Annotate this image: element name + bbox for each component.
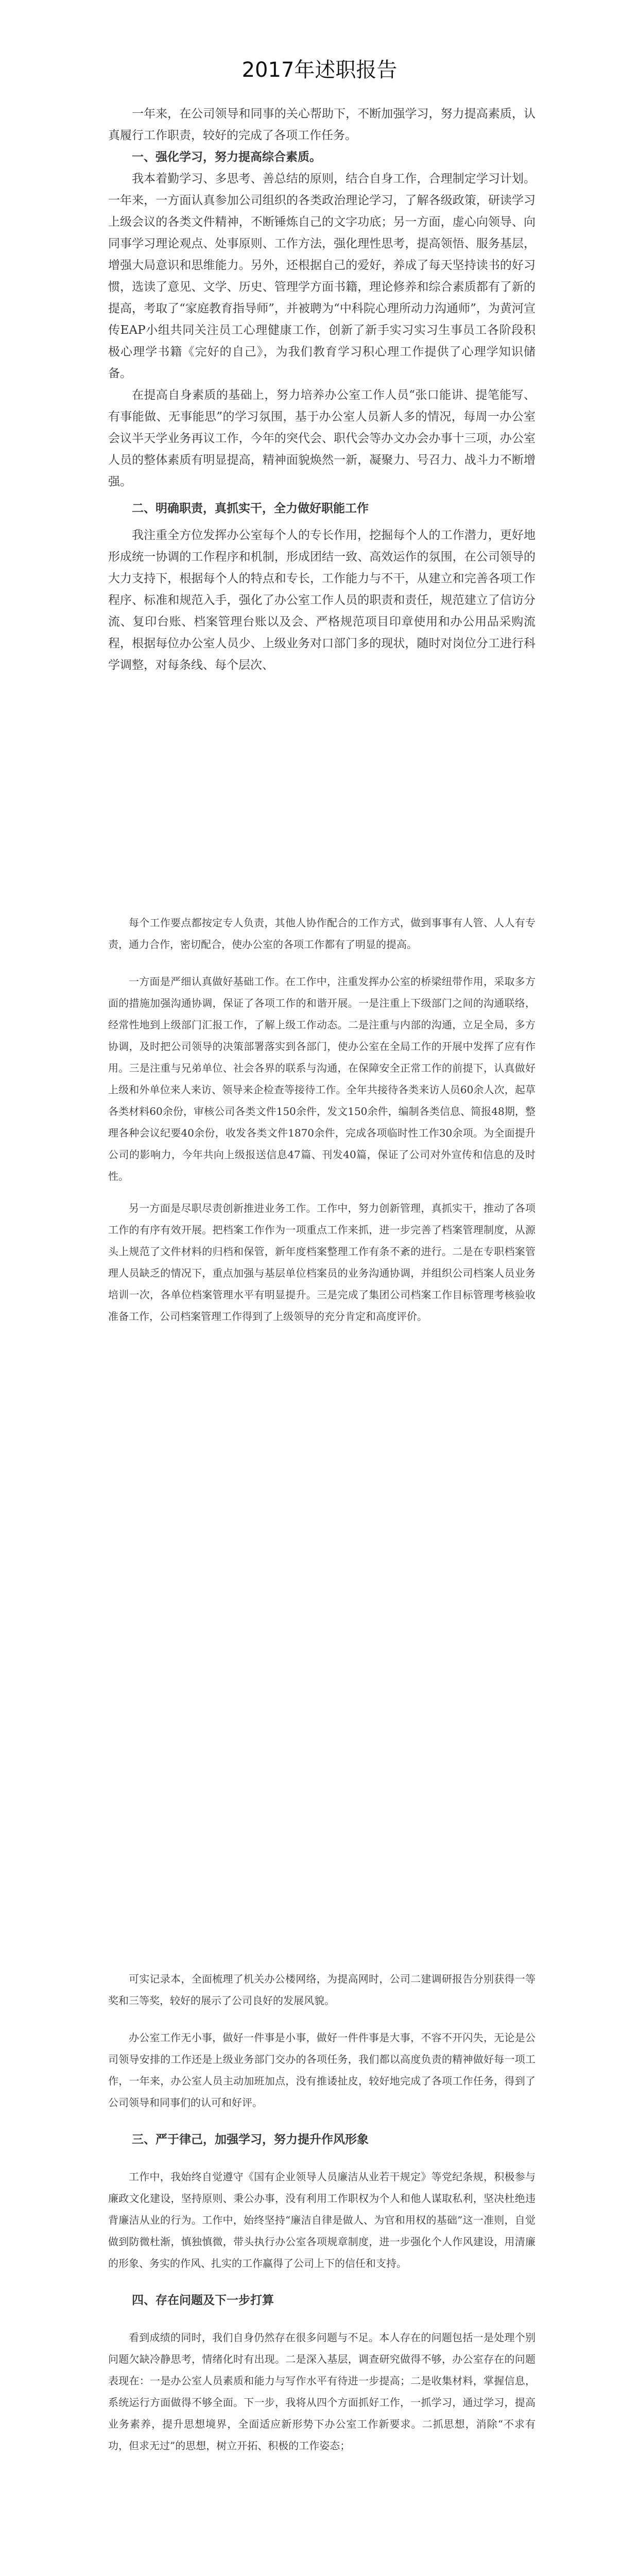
section-1-paragraph-1: 我本着勤学习、多思考、善总结的原则，结合自身工作，合理制定学习计划。一年来，一方面认真参加公司组织的各类政治理论学习，了解各级政策，研读学习上级会议的各类文件精神，不断锤炼自己的文字功底；另一方面，虚心向领导、向同事学习理论观点、处事原则、工作方法，强化理性思考，提高领悟、服务基层，增强大局意识和思维能力。另外，还根据自己的爱好，养成了每天坚持读书的好习惯，选读了意见、文学、历史、管理学方面书籍，理论修养和综合素质都有了新的提高，考取了“家庭教育指导师”，并被聘为“中科院心理所动力沟通师”，为黄河宣传EAP小组共同关注员工心理健康工作，创新了新手实习实习生事员工各阶段积极心理学书籍《完好的自己》，为我们教育学习积心理工作提供了心理学知识储备。 — [108, 172, 536, 380]
page-1-upper — [108, 103, 536, 676]
intro-paragraph: 一年来，在公司领导和同事的关心帮助下，不断加强学习，努力提高素质，认真履行工作职责，较好的完成了各项工作任务。 — [108, 107, 536, 142]
section-1-paragraph-2: 在提高自身素质的基础上，努力培养办公室工作人员“张口能讲、提笔能写、有事能做、无事能思”的学习氛围，基于办公室人员新人多的情况，每周一办公室会议半天学业务再议工作，今年的突代会、职代会等办文办会办事十三项，办公室人员的整体素质有明显提高，精神面貌焕然一新，凝聚力、号召力、战斗力不断增强。 — [108, 388, 536, 488]
section-2-paragraph-6: 办公室工作无小事，做好一件事是小事，做好一件件事是大事，不容不开闪失，无论是公司领导安排的工作还是上级业务部门交办的各项任务，我们都以高度负责的精神做好每一项工作，一年来，办公室人员主动加班加点，没有推诿扯皮，较好地完成了各项工作任务，得到了公司领导和同事们的认可和好评。 — [108, 2031, 536, 2109]
section-1-heading: 一、强化学习，努力提高综合素质。 — [132, 150, 321, 164]
report-title: 2017年述职报告 — [241, 58, 398, 82]
section-2-paragraph-3: 一方面是严细认真做好基础工作。在工作中，注重发挥办公室的桥梁纽带作用，采取多方面的措施加强沟通协调，保证了各项工作的和谐开展。一是注重上下级部门之间的沟通联络，经常性地到上级部门汇报工作，了解上级工作动态。二是注重与内部的沟通，立足全局，多方协调，及时把公司领导的决策部署落实到各部门，使办公室在全局工作的开展中发挥了应有作用。三是注重与兄弟单位、社会各界的联系与沟通，在保障安全正常工作的前提下，认真做好上级和外单位来人来访、领导来企检查等接待工作。全年共接待各类来访人员60余人次，起草各类材料60余份，审核公司各类文件150余件，发文150余件，编制各类信息、简报48期，整理各种会议纪要40余份，收发各类文件1870余件，完成各项临时性工作30余项。为全面提升公司的影响力，今年共向上级报送信息47篇、刊发40篇，保证了公司对外宣传和信息的及时性。 — [108, 975, 536, 1182]
page-1-lower — [108, 912, 536, 1327]
section-4-heading: 四、存在问题及下一步打算 — [132, 2294, 274, 2307]
section-4-paragraph-1: 看到成绩的同时，我们自身仍然存在很多问题与不足。本人存在的问题包括一是处理个别问题欠缺冷静思考，情绪化时有出现。二是深入基层，调查研究做得不够，办公室存在的问题表现在：一是办公室人员素质和能力与写作水平有待进一步提高；二是收集材料，掌握信息，系统运行方面做得不够全面。下一步，我将从四个方面抓好工作，一抓学习，通过学习，提高业务素养，提升思想境界，全面适应新形势下办公室工作新要求。二抓思想，消除“不求有功，但求无过”的思想，树立开拓、积极的工作姿态； — [108, 2331, 536, 2452]
section-3-paragraph-1: 工作中，我始终自觉遵守《国有企业领导人员廉洁从业若干规定》等党纪条规，积极参与廉政文化建设，坚持原则、秉公办事，没有利用工作职权为个人和他人谋取私利，坚决杜绝违背廉洁从业的行为。工作中，始终坚持“廉洁自律是做人、为官和用权的基础”这一准则，自觉做到防微杜渐，慎独慎微，带头执行办公室各项规章制度，进一步强化个人作风建设，用清廉的形象、务实的作风、扎实的工作赢得了公司上下的信任和支持。 — [108, 2171, 536, 2269]
section-2-paragraph-4: 另一方面是尽职尽责创新推进业务工作。工作中，努力创新管理，真抓实干，推动了各项工作的有序有效开展。把档案工作作为一项重点工作来抓，进一步完善了档案管理制度，从源头上规范了文件材料的归档和保管，新年度档案整理工作有条不紊的进行。二是在专职档案管理人员缺乏的情况下，重点加强与基层单位档案员的业务沟通协调，并组织公司档案人员业务培训一次，各单位档案管理水平有明显提升。三是完成了集团公司档案工作目标管理考核验收准备工作，公司档案管理工作得到了上级领导的充分肯定和高度评价。 — [108, 1202, 536, 1323]
section-2-heading: 二、明确职责，真抓实干，全力做好职能工作 — [132, 502, 369, 515]
section-2-paragraph-2: 每个工作要点都按定专人负责，其他人协作配合的工作方式，做到事事有人管、人人有专责，通力合作，密切配合，使办公室的各项工作都有了明显的提高。 — [108, 917, 536, 951]
section-3-heading: 三、严于律己，加强学习，努力提升作风形象 — [132, 2133, 369, 2146]
section-2-paragraph-5: 可实记录本，全面梳理了机关办公楼网络，为提高网时，公司二建调研报告分别获得一等奖和三等奖，较好的展示了公司良好的发展风貌。 — [108, 1973, 536, 2007]
page-2-upper — [108, 1968, 536, 2456]
section-2-paragraph-1: 我注重全方位发挥办公室每个人的专长作用，挖掘每个人的工作潜力，更好地形成统一协调的工作程序和机制，形成团结一致、高效运作的氛围，在公司领导的大力支持下，根据每个人的特点和专长，工作能力与不干，从建立和完善各项工作程序、标准和规范入手，强化了办公室工作人员的职责和责任，规范建立了信访分流、复印台账、档案管理台账以及会、严格规范项目印章使用和办公用品采购流程，根据每位办公室人员少、上级业务对口部门多的现状，随时对岗位分工进行科学调整，对每条线、每个层次、 — [108, 529, 536, 672]
